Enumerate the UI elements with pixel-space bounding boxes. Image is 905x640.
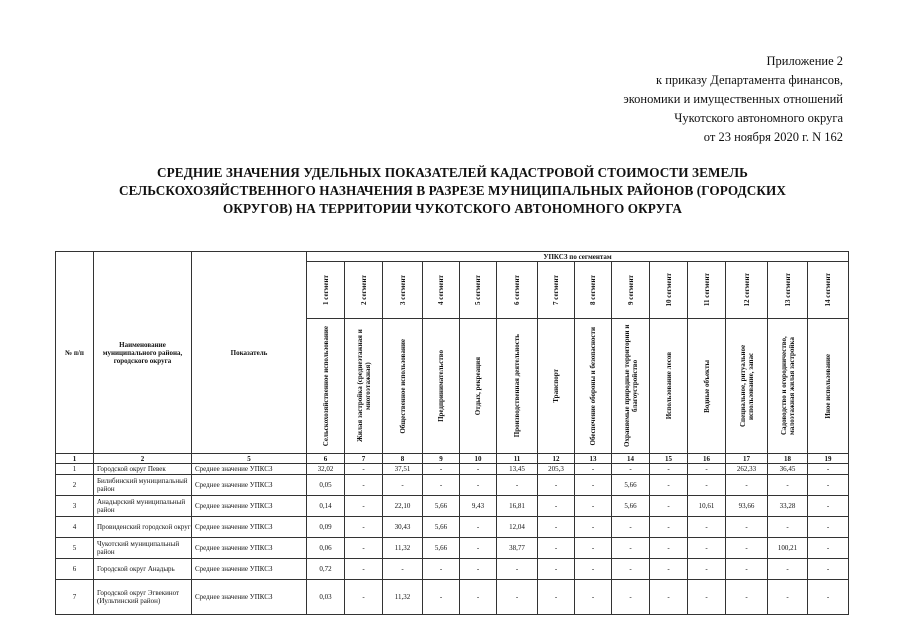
value-cell: - xyxy=(460,464,497,475)
segment-name-header xyxy=(383,319,423,454)
value-cell: - xyxy=(688,538,726,559)
value-cell: 5,66 xyxy=(423,538,460,559)
value-cell: - xyxy=(650,517,688,538)
value-cell: - xyxy=(345,517,383,538)
value-cell: 10,61 xyxy=(688,496,726,517)
appendix-line: к приказу Департамента финансов, xyxy=(656,73,843,87)
segment-name: Охраняемые природные территории и благоустройство xyxy=(622,324,639,448)
value-cell: 30,43 xyxy=(383,517,423,538)
segment-header xyxy=(612,262,650,319)
row-number: 3 xyxy=(56,496,94,517)
row-number: 6 xyxy=(56,559,94,580)
appendix-line: Чукотского автономного округа xyxy=(674,111,843,125)
value-cell: - xyxy=(650,464,688,475)
segment-header xyxy=(575,262,612,319)
row-indicator: Среднее значение УПКСЗ xyxy=(192,464,307,475)
value-cell: - xyxy=(423,559,460,580)
segment-name: Специальное, ритуальное использование, запас xyxy=(738,344,755,428)
segment-name: Жилая застройка (среднеэтажная и многоэтажная) xyxy=(355,329,372,443)
segment-name-header xyxy=(575,319,612,454)
segment-name: Отдых, рекреация xyxy=(474,356,482,416)
value-cell: 12,04 xyxy=(497,517,538,538)
appendix-line: Приложение 2 xyxy=(766,54,843,68)
value-cell: - xyxy=(460,475,497,496)
row-number: 7 xyxy=(56,580,94,615)
value-cell: - xyxy=(575,496,612,517)
row-number: 2 xyxy=(56,475,94,496)
column-number: 14 xyxy=(612,454,650,464)
row-number: 1 xyxy=(56,464,94,475)
column-number: 12 xyxy=(538,454,575,464)
value-cell: - xyxy=(808,517,849,538)
table-row xyxy=(56,496,849,517)
segment-name: Обеспечение обороны и безопасности xyxy=(589,326,597,446)
value-cell: - xyxy=(575,517,612,538)
column-number: 13 xyxy=(575,454,612,464)
document-title xyxy=(40,164,865,218)
value-cell: - xyxy=(497,475,538,496)
value-cell: - xyxy=(575,538,612,559)
segment-name-header xyxy=(612,319,650,454)
segment-header xyxy=(307,262,345,319)
header-indicator: Показатель xyxy=(192,252,307,454)
segment-name-header xyxy=(307,319,345,454)
column-number: 17 xyxy=(726,454,768,464)
value-cell: 5,66 xyxy=(423,496,460,517)
segment-header xyxy=(345,262,383,319)
value-cell: - xyxy=(497,559,538,580)
segment-label: 8 сегмент xyxy=(589,275,597,305)
title-line: СЕЛЬСКОХОЗЯЙСТВЕННОГО НАЗНАЧЕНИЯ В РАЗРЕЗЕ МУНИЦИПАЛЬНЫХ РАЙОНОВ (ГОРОДСКИХ xyxy=(119,183,786,198)
table-row xyxy=(56,475,849,496)
segment-header xyxy=(726,262,768,319)
segment-name-header xyxy=(460,319,497,454)
value-cell: 0,03 xyxy=(307,580,345,615)
value-cell: - xyxy=(688,559,726,580)
value-cell: 37,51 xyxy=(383,464,423,475)
title-line: ОКРУГОВ) НА ТЕРРИТОРИИ ЧУКОТСКОГО АВТОНОМНОГО ОКРУГА xyxy=(222,201,683,216)
value-cell: - xyxy=(726,475,768,496)
title-line: СРЕДНИЕ ЗНАЧЕНИЯ УДЕЛЬНЫХ ПОКАЗАТЕЛЕЙ КАДАСТРОВОЙ СТОИМОСТИ ЗЕМЕЛЬ xyxy=(157,165,748,180)
column-number: 2 xyxy=(94,454,192,464)
value-cell: - xyxy=(688,580,726,615)
value-cell: - xyxy=(650,580,688,615)
value-cell: - xyxy=(768,475,808,496)
segment-header xyxy=(538,262,575,319)
value-cell: - xyxy=(688,464,726,475)
value-cell: - xyxy=(612,580,650,615)
segment-header xyxy=(423,262,460,319)
value-cell: 9,43 xyxy=(460,496,497,517)
value-cell: - xyxy=(612,464,650,475)
segment-label: 12 сегмент xyxy=(742,273,751,307)
value-cell: 93,66 xyxy=(726,496,768,517)
value-cell: - xyxy=(808,475,849,496)
column-number: 5 xyxy=(192,454,307,464)
column-number: 7 xyxy=(345,454,383,464)
value-cell: 205,3 xyxy=(538,464,575,475)
segment-name-header xyxy=(726,319,768,454)
column-number: 11 xyxy=(497,454,538,464)
segment-label: 1 сегмент xyxy=(321,275,330,305)
table-body xyxy=(56,464,849,615)
column-number: 16 xyxy=(688,454,726,464)
value-cell: - xyxy=(460,517,497,538)
value-cell: 11,32 xyxy=(383,538,423,559)
row-name: Городской округ Эгвекинот (Иультинский район) xyxy=(94,580,192,615)
segment-label: 3 сегмент xyxy=(398,275,407,305)
segment-name-header xyxy=(688,319,726,454)
segment-header xyxy=(808,262,849,319)
column-number: 9 xyxy=(423,454,460,464)
value-cell: - xyxy=(460,538,497,559)
column-number: 19 xyxy=(808,454,849,464)
value-cell: - xyxy=(650,538,688,559)
table-row xyxy=(56,517,849,538)
value-cell: 11,32 xyxy=(383,580,423,615)
value-cell: - xyxy=(460,559,497,580)
segment-label: 9 сегмент xyxy=(626,275,635,305)
value-cell: - xyxy=(345,464,383,475)
row-indicator: Среднее значение УПКСЗ xyxy=(192,580,307,615)
column-number: 8 xyxy=(383,454,423,464)
column-number: 18 xyxy=(768,454,808,464)
segment-name: Производственная деятельность xyxy=(513,334,521,438)
value-cell: - xyxy=(575,559,612,580)
row-indicator: Среднее значение УПКСЗ xyxy=(192,559,307,580)
value-cell: - xyxy=(345,475,383,496)
value-cell: - xyxy=(423,464,460,475)
value-cell: 32,02 xyxy=(307,464,345,475)
table-row xyxy=(56,538,849,559)
value-cell: - xyxy=(538,517,575,538)
value-cell: - xyxy=(768,559,808,580)
value-cell: - xyxy=(612,559,650,580)
value-cell: - xyxy=(345,559,383,580)
appendix-block xyxy=(503,52,843,147)
upksz-table xyxy=(55,251,849,615)
column-number: 15 xyxy=(650,454,688,464)
value-cell: - xyxy=(726,538,768,559)
appendix-line: экономики и имущественных отношений xyxy=(623,92,843,106)
table-row xyxy=(56,559,849,580)
segment-name-header xyxy=(768,319,808,454)
column-number: 6 xyxy=(307,454,345,464)
row-name: Провиденский городской округ xyxy=(94,517,192,538)
value-cell: - xyxy=(345,496,383,517)
value-cell: - xyxy=(383,475,423,496)
segment-label: 13 сегмент xyxy=(783,273,792,307)
segment-label: 4 сегмент xyxy=(437,275,445,305)
segment-name: Садоводство и огородничество, малоэтажная жилая застройка xyxy=(779,336,796,436)
value-cell: - xyxy=(423,580,460,615)
value-cell: - xyxy=(575,464,612,475)
value-cell: - xyxy=(538,496,575,517)
segment-label: 5 сегмент xyxy=(474,275,482,305)
row-indicator: Среднее значение УПКСЗ xyxy=(192,496,307,517)
value-cell: 22,10 xyxy=(383,496,423,517)
segment-name: Транспорт xyxy=(552,369,560,403)
segment-header xyxy=(688,262,726,319)
segment-name-header xyxy=(650,319,688,454)
value-cell: - xyxy=(575,580,612,615)
value-cell: - xyxy=(423,475,460,496)
segment-label: 2 сегмент xyxy=(359,275,368,305)
value-cell: 5,66 xyxy=(612,475,650,496)
value-cell: 5,66 xyxy=(423,517,460,538)
value-cell: - xyxy=(497,580,538,615)
value-cell: - xyxy=(726,580,768,615)
row-number: 4 xyxy=(56,517,94,538)
segment-name: Иное использование xyxy=(824,353,832,419)
value-cell: - xyxy=(612,538,650,559)
row-name: Билибинский муниципальный район xyxy=(94,475,192,496)
column-number: 10 xyxy=(460,454,497,464)
row-name: Городской округ Певек xyxy=(94,464,192,475)
segment-name-header xyxy=(808,319,849,454)
segment-name: Общественное использование xyxy=(398,338,407,434)
value-cell: - xyxy=(688,475,726,496)
segment-name: Использование лесов xyxy=(664,352,673,420)
table-row xyxy=(56,580,849,615)
segment-name-header xyxy=(497,319,538,454)
value-cell: - xyxy=(808,464,849,475)
table-row xyxy=(56,464,849,475)
value-cell: 262,33 xyxy=(726,464,768,475)
row-name: Анадырский муниципальный район xyxy=(94,496,192,517)
value-cell: - xyxy=(345,538,383,559)
segment-name-header xyxy=(345,319,383,454)
value-cell: 0,05 xyxy=(307,475,345,496)
segment-header xyxy=(460,262,497,319)
value-cell: - xyxy=(726,559,768,580)
column-number: 1 xyxy=(56,454,94,464)
segment-label: 7 сегмент xyxy=(552,275,560,305)
value-cell: - xyxy=(538,559,575,580)
value-cell: - xyxy=(688,517,726,538)
segment-header xyxy=(497,262,538,319)
value-cell: 38,77 xyxy=(497,538,538,559)
value-cell: - xyxy=(808,538,849,559)
row-indicator: Среднее значение УПКСЗ xyxy=(192,475,307,496)
value-cell: 16,81 xyxy=(497,496,538,517)
row-number: 5 xyxy=(56,538,94,559)
segment-label: 11 сегмент xyxy=(702,273,711,307)
value-cell: 36,45 xyxy=(768,464,808,475)
segment-name: Предпринимательство xyxy=(437,350,445,422)
value-cell: - xyxy=(650,496,688,517)
value-cell: - xyxy=(808,580,849,615)
value-cell: - xyxy=(808,496,849,517)
segment-label: 10 сегмент xyxy=(664,273,673,307)
value-cell: - xyxy=(808,559,849,580)
value-cell: 0,06 xyxy=(307,538,345,559)
value-cell: 0,72 xyxy=(307,559,345,580)
value-cell: - xyxy=(768,517,808,538)
value-cell: - xyxy=(383,559,423,580)
segment-name-header xyxy=(538,319,575,454)
value-cell: 0,14 xyxy=(307,496,345,517)
value-cell: - xyxy=(768,580,808,615)
value-cell: 33,28 xyxy=(768,496,808,517)
segment-name: Водные объекты xyxy=(702,359,711,413)
segment-header xyxy=(383,262,423,319)
value-cell: - xyxy=(538,580,575,615)
header-group: УПКСЗ по сегментам xyxy=(307,252,849,262)
row-indicator: Среднее значение УПКСЗ xyxy=(192,517,307,538)
value-cell: 100,21 xyxy=(768,538,808,559)
value-cell: - xyxy=(460,580,497,615)
value-cell: 0,09 xyxy=(307,517,345,538)
appendix-line: от 23 ноября 2020 г. N 162 xyxy=(703,130,843,144)
segment-label: 14 сегмент xyxy=(824,273,832,307)
value-cell: - xyxy=(538,475,575,496)
segment-header xyxy=(650,262,688,319)
value-cell: - xyxy=(575,475,612,496)
value-cell: - xyxy=(726,517,768,538)
header-name: Наименование муниципального района, городского округа xyxy=(94,252,192,454)
row-name: Чукотский муниципальный район xyxy=(94,538,192,559)
segment-label: 6 сегмент xyxy=(513,275,521,305)
value-cell: - xyxy=(650,559,688,580)
segment-name: Сельскохозяйственное использование xyxy=(321,325,330,447)
value-cell: - xyxy=(345,580,383,615)
header-num: № п/п xyxy=(56,252,94,454)
column-number-row xyxy=(56,454,849,464)
value-cell: 13,45 xyxy=(497,464,538,475)
row-name: Городской округ Анадырь xyxy=(94,559,192,580)
value-cell: - xyxy=(650,475,688,496)
value-cell: 5,66 xyxy=(612,496,650,517)
row-indicator: Среднее значение УПКСЗ xyxy=(192,538,307,559)
value-cell: - xyxy=(612,517,650,538)
segment-header xyxy=(768,262,808,319)
segment-name-header xyxy=(423,319,460,454)
value-cell: - xyxy=(538,538,575,559)
